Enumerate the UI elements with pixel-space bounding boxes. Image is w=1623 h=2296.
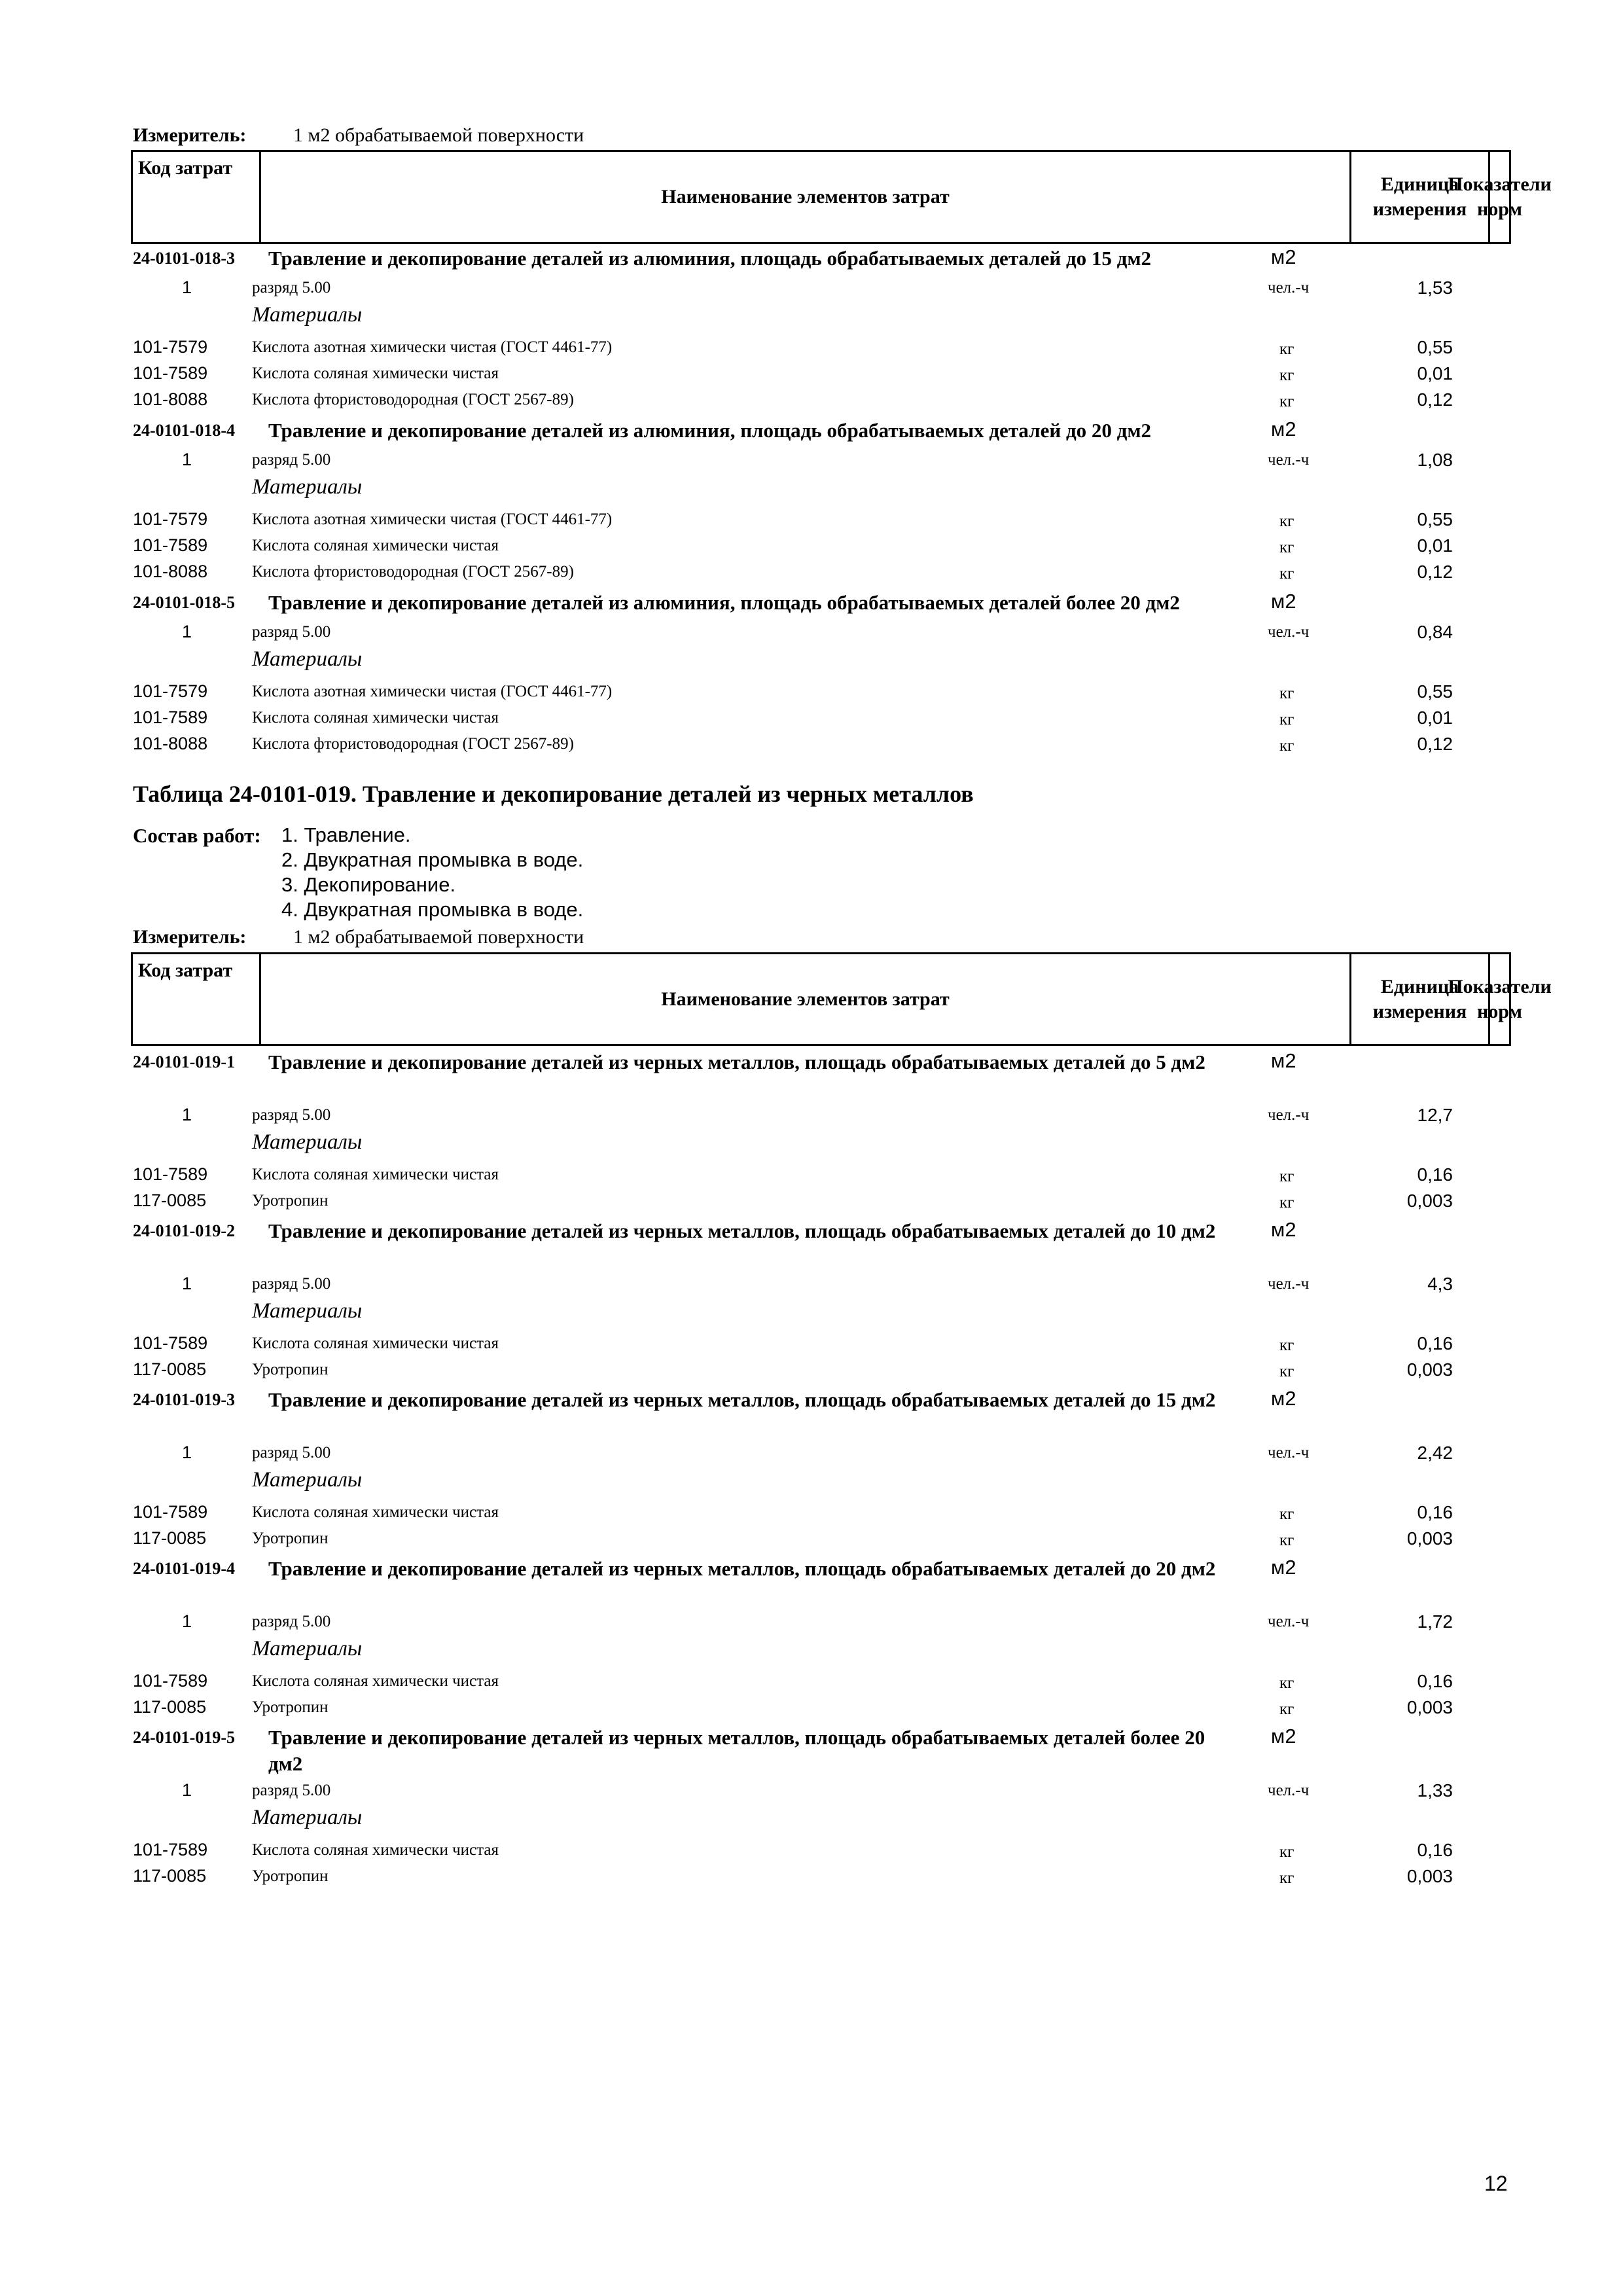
material-value: 0,003 xyxy=(1406,1697,1453,1717)
work-step: 1. Травление. xyxy=(281,823,411,846)
material-unit: кг xyxy=(1279,367,1294,384)
item-code: 24-0101-019-2 xyxy=(133,1221,235,1240)
item-title: Травление и декопирование деталей из черных металлов, площадь обрабатываемых деталей до 5 дм2 xyxy=(268,1050,1205,1073)
material-value: 0,12 xyxy=(1417,734,1453,754)
material-name: Уротропин xyxy=(252,1530,329,1547)
item-unit: м2 xyxy=(1271,245,1296,268)
material-code: 117-0085 xyxy=(133,1528,207,1548)
table-019-caption: Таблица 24-0101-019. Травление и декопирование деталей из черных металлов xyxy=(133,781,974,807)
material-value: 0,55 xyxy=(1417,681,1453,702)
item-code: 24-0101-018-5 xyxy=(133,593,235,612)
labor-name: разряд 5.00 xyxy=(252,623,331,641)
header-norm-line2: норм xyxy=(1477,1000,1522,1022)
material-unit: кг xyxy=(1279,340,1294,358)
table-header-019 xyxy=(131,952,1552,1046)
item-unit: м2 xyxy=(1271,1725,1296,1748)
material-unit: кг xyxy=(1279,1336,1294,1354)
labor-code: 1 xyxy=(182,278,192,297)
material-code: 101-8088 xyxy=(133,389,208,409)
material-value: 0,16 xyxy=(1417,1164,1453,1185)
material-unit: кг xyxy=(1279,1505,1294,1523)
material-value: 0,12 xyxy=(1417,562,1453,582)
material-unit: кг xyxy=(1279,1843,1294,1861)
item-title: Травление и декопирование деталей из черных металлов, площадь обрабатываемых деталей до 10 дм2 xyxy=(268,1219,1216,1242)
materials-label: Материалы xyxy=(252,1806,363,1829)
header-norm-line1: Показатели xyxy=(1448,975,1552,997)
material-value: 0,16 xyxy=(1417,1502,1453,1522)
labor-unit: чел.-ч xyxy=(1268,623,1310,641)
material-name: Кислота соляная химически чистая xyxy=(252,1503,499,1521)
item-title: Травление и декопирование деталей из черных металлов, площадь обрабатываемых деталей до 20 дм2 xyxy=(268,1557,1216,1580)
header-unit-line1: Единица xyxy=(1380,173,1459,195)
labor-value: 1,08 xyxy=(1417,450,1453,470)
labor-name: разряд 5.00 xyxy=(252,1275,331,1293)
material-value: 0,16 xyxy=(1417,1671,1453,1691)
work-step: 4. Двукратная промывка в воде. xyxy=(281,898,584,921)
labor-value: 1,33 xyxy=(1417,1780,1453,1801)
item-unit: м2 xyxy=(1271,1218,1296,1241)
material-value: 0,003 xyxy=(1406,1528,1453,1549)
materials-label: Материалы xyxy=(252,1299,363,1323)
labor-name: разряд 5.00 xyxy=(252,1106,331,1124)
labor-name: разряд 5.00 xyxy=(252,451,331,469)
header-norm-line2: норм xyxy=(1477,198,1522,220)
labor-value: 0,84 xyxy=(1417,622,1453,642)
material-unit: кг xyxy=(1279,711,1294,728)
material-code: 101-7589 xyxy=(133,1502,208,1522)
item-code: 24-0101-019-3 xyxy=(133,1390,235,1409)
labor-unit: чел.-ч xyxy=(1268,1613,1310,1630)
materials-label: Материалы xyxy=(252,475,363,499)
materials-label: Материалы xyxy=(252,1637,363,1660)
work-step: 2. Двукратная промывка в воде. xyxy=(281,848,584,871)
material-value: 0,01 xyxy=(1417,363,1453,384)
material-code: 101-7589 xyxy=(133,708,208,727)
labor-unit: чел.-ч xyxy=(1268,1275,1310,1293)
header-code: Код затрат xyxy=(133,152,261,242)
labor-code: 1 xyxy=(182,1780,192,1800)
item-unit: м2 xyxy=(1271,1049,1296,1072)
material-unit: кг xyxy=(1279,1700,1294,1718)
labor-code: 1 xyxy=(182,1274,192,1293)
material-name: Кислота соляная химически чистая xyxy=(252,365,499,382)
material-code: 101-8088 xyxy=(133,562,208,581)
labor-code: 1 xyxy=(182,1611,192,1631)
material-name: Кислота соляная химически чистая xyxy=(252,1335,499,1352)
material-code: 101-7589 xyxy=(133,363,208,383)
material-code: 101-7589 xyxy=(133,1164,208,1184)
material-value: 0,16 xyxy=(1417,1333,1453,1354)
header-unit-line2: измерения xyxy=(1372,1000,1467,1022)
labor-code: 1 xyxy=(182,1443,192,1462)
item-code: 24-0101-018-3 xyxy=(133,249,235,268)
labor-unit: чел.-ч xyxy=(1268,1106,1310,1124)
material-name: Кислота азотная химически чистая (ГОСТ 4461-77) xyxy=(252,683,613,700)
material-unit: кг xyxy=(1279,1194,1294,1211)
material-code: 101-8088 xyxy=(133,734,208,753)
labor-code: 1 xyxy=(182,450,192,469)
item-unit: м2 xyxy=(1271,418,1296,440)
material-code: 101-7589 xyxy=(133,535,208,555)
item-title: Травление и декопирование деталей из алюминия, площадь обрабатываемых деталей до 20 дм2 xyxy=(268,419,1151,442)
material-name: Уротропин xyxy=(252,1698,329,1716)
meter-value-top: 1 м2 обрабатываемой поверхности xyxy=(293,124,584,146)
labor-unit: чел.-ч xyxy=(1268,279,1310,296)
material-name: Уротропин xyxy=(252,1361,329,1378)
material-name: Уротропин xyxy=(252,1867,329,1885)
material-unit: кг xyxy=(1279,685,1294,702)
header-name: Наименование элементов затрат xyxy=(261,954,1351,1044)
material-unit: кг xyxy=(1279,737,1294,755)
material-unit: кг xyxy=(1279,1532,1294,1549)
material-value: 0,55 xyxy=(1417,337,1453,357)
item-title: Травление и декопирование деталей из алюминия, площадь обрабатываемых деталей более 20 дм2 xyxy=(268,591,1180,614)
header-norm xyxy=(1448,152,1552,242)
material-unit: кг xyxy=(1279,1363,1294,1380)
material-name: Кислота соляная химически чистая xyxy=(252,709,499,726)
material-value: 0,01 xyxy=(1417,535,1453,556)
header-unit-line1: Единица xyxy=(1380,975,1459,997)
labor-unit: чел.-ч xyxy=(1268,1444,1310,1462)
header-unit-line2: измерения xyxy=(1372,198,1467,220)
material-code: 117-0085 xyxy=(133,1697,207,1717)
materials-label: Материалы xyxy=(252,1130,363,1154)
material-name: Кислота фтористоводородная (ГОСТ 2567-89) xyxy=(252,391,574,408)
material-name: Кислота фтористоводородная (ГОСТ 2567-89) xyxy=(252,735,574,753)
labor-name: разряд 5.00 xyxy=(252,1613,331,1630)
material-code: 117-0085 xyxy=(133,1191,207,1210)
material-name: Кислота азотная химически чистая (ГОСТ 4461-77) xyxy=(252,511,613,528)
labor-value: 1,72 xyxy=(1417,1611,1453,1632)
labor-value: 1,53 xyxy=(1417,278,1453,298)
material-unit: кг xyxy=(1279,1168,1294,1185)
page-number: 12 xyxy=(1484,2172,1508,2195)
item-title: Травление и декопирование деталей из черных металлов, площадь обрабатываемых деталей более 20 дм2 xyxy=(268,1726,1205,1775)
material-value: 0,003 xyxy=(1406,1866,1453,1886)
material-name: Уротропин xyxy=(252,1192,329,1210)
labor-code: 1 xyxy=(182,622,192,641)
labor-value: 12,7 xyxy=(1417,1105,1453,1125)
material-code: 101-7579 xyxy=(133,681,208,701)
item-unit: м2 xyxy=(1271,1556,1296,1579)
material-unit: кг xyxy=(1279,393,1294,410)
material-name: Кислота соляная химически чистая xyxy=(252,537,499,554)
meter-label-mid: Измеритель: xyxy=(133,926,247,948)
labor-value: 4,3 xyxy=(1427,1274,1453,1294)
header-name: Наименование элементов затрат xyxy=(261,152,1351,242)
material-code: 117-0085 xyxy=(133,1359,207,1379)
material-code: 101-7579 xyxy=(133,337,208,357)
material-name: Кислота соляная химически чистая xyxy=(252,1841,499,1859)
material-value: 0,16 xyxy=(1417,1840,1453,1860)
meter-label-top: Измеритель: xyxy=(133,124,247,146)
labor-unit: чел.-ч xyxy=(1268,451,1310,469)
material-name: Кислота соляная химически чистая xyxy=(252,1166,499,1183)
material-value: 0,003 xyxy=(1406,1359,1453,1380)
material-unit: кг xyxy=(1279,539,1294,556)
material-name: Кислота азотная химически чистая (ГОСТ 4461-77) xyxy=(252,338,613,356)
labor-name: разряд 5.00 xyxy=(252,1444,331,1462)
work-composition-label: Состав работ: xyxy=(133,824,261,847)
header-norm xyxy=(1448,954,1552,1044)
material-code: 101-7589 xyxy=(133,1333,208,1353)
material-name: Кислота соляная химически чистая xyxy=(252,1672,499,1690)
labor-code: 1 xyxy=(182,1105,192,1124)
material-code: 117-0085 xyxy=(133,1866,207,1886)
materials-label: Материалы xyxy=(252,647,363,671)
item-code: 24-0101-019-4 xyxy=(133,1559,235,1578)
materials-label: Материалы xyxy=(252,1468,363,1492)
material-unit: кг xyxy=(1279,1869,1294,1887)
header-norm-line1: Показатели xyxy=(1448,173,1552,195)
material-unit: кг xyxy=(1279,565,1294,583)
material-code: 101-7589 xyxy=(133,1671,208,1691)
material-unit: кг xyxy=(1279,1674,1294,1692)
item-code: 24-0101-018-4 xyxy=(133,421,235,440)
work-step: 3. Декопирование. xyxy=(281,873,456,896)
item-unit: м2 xyxy=(1271,1387,1296,1410)
material-value: 0,003 xyxy=(1406,1191,1453,1211)
material-unit: кг xyxy=(1279,512,1294,530)
material-value: 0,01 xyxy=(1417,708,1453,728)
materials-label: Материалы xyxy=(252,303,363,327)
material-value: 0,55 xyxy=(1417,509,1453,529)
labor-unit: чел.-ч xyxy=(1268,1782,1310,1799)
labor-name: разряд 5.00 xyxy=(252,1782,331,1799)
labor-value: 2,42 xyxy=(1417,1443,1453,1463)
table-header-018 xyxy=(131,150,1552,244)
header-code: Код затрат xyxy=(133,954,261,1044)
material-code: 101-7579 xyxy=(133,509,208,529)
item-unit: м2 xyxy=(1271,590,1296,613)
material-code: 101-7589 xyxy=(133,1840,208,1859)
item-title: Травление и декопирование деталей из черных металлов, площадь обрабатываемых деталей до 15 дм2 xyxy=(268,1388,1216,1411)
material-name: Кислота фтористоводородная (ГОСТ 2567-89) xyxy=(252,563,574,581)
material-value: 0,12 xyxy=(1417,389,1453,410)
item-code: 24-0101-019-5 xyxy=(133,1728,235,1747)
meter-value-mid: 1 м2 обрабатываемой поверхности xyxy=(293,926,584,948)
item-title: Травление и декопирование деталей из алюминия, площадь обрабатываемых деталей до 15 дм2 xyxy=(268,247,1151,270)
item-code: 24-0101-019-1 xyxy=(133,1052,235,1071)
labor-name: разряд 5.00 xyxy=(252,279,331,296)
